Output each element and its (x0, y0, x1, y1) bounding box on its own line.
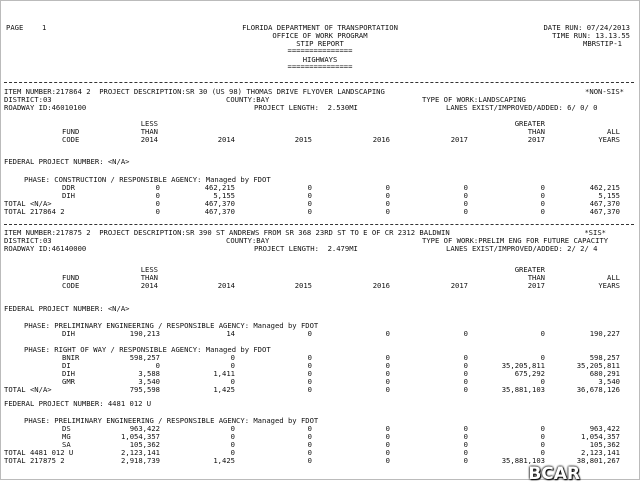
table-cell: 0 (230, 432, 235, 441)
table-cell: 0 (540, 440, 545, 449)
table-cell: 0 (307, 432, 312, 441)
table-cell: 0 (463, 448, 468, 457)
table-cell: 0 (385, 183, 390, 192)
fund-code: DI (62, 361, 71, 370)
table-cell: 0 (385, 377, 390, 386)
all-years-header: ALL (607, 127, 620, 136)
table-cell: 1,411 (213, 369, 235, 378)
roadway-id: ROADWAY ID:46010100 (4, 103, 87, 112)
section-title: HIGHWAYS (302, 55, 338, 64)
total-label: TOTAL <N/A> (4, 385, 52, 394)
fund-code: GMR (62, 377, 75, 386)
greater-than-header: THAN (527, 127, 545, 136)
county: COUNTY:BAY (226, 95, 270, 104)
table-cell: 1,425 (213, 385, 235, 394)
fund-code: DS (62, 424, 71, 433)
table-cell: 0 (307, 207, 312, 216)
table-cell: 0 (463, 432, 468, 441)
table-cell: 35,205,811 (501, 361, 545, 370)
table-cell: 3,588 (138, 369, 160, 378)
table-cell: 0 (463, 456, 468, 465)
fund-code: DIH (62, 369, 75, 378)
title-rule-top: =============== (287, 46, 353, 55)
sis-flag: *NON-SIS* (585, 87, 624, 96)
phase-line: PHASE: CONSTRUCTION / RESPONSIBLE AGENCY: Managed by FDOT (24, 175, 271, 184)
federal-project-number: FEDERAL PROJECT NUMBER: 4481 012 U (4, 399, 152, 408)
table-cell: 0 (307, 448, 312, 457)
table-cell: 0 (385, 440, 390, 449)
table-cell: 0 (463, 329, 468, 338)
fund-code-header: FUND (62, 273, 80, 282)
table-cell: 1,054,357 (121, 432, 160, 441)
year-header: 2015 (294, 135, 312, 144)
table-cell: 0 (155, 207, 160, 216)
fund-code: BNIR (62, 353, 80, 362)
table-cell: 0 (307, 369, 312, 378)
watermark-logo: BCAR (528, 464, 580, 484)
table-cell: 0 (307, 385, 312, 394)
section-divider (4, 82, 634, 83)
section-divider (4, 224, 634, 225)
fund-code: SA (62, 440, 71, 449)
fund-code-header: FUND (62, 127, 80, 136)
fund-code: DIH (62, 191, 75, 200)
table-cell: 0 (230, 361, 235, 370)
table-cell: 0 (307, 183, 312, 192)
table-cell: 0 (463, 183, 468, 192)
table-cell: 0 (230, 440, 235, 449)
table-cell: 35,881,103 (501, 456, 545, 465)
phase-line: PHASE: PRELIMINARY ENGINEERING / RESPONSIBLE AGENCY: Managed by FDOT (24, 416, 319, 425)
table-cell: 190,227 (589, 329, 620, 338)
all-years-header: YEARS (598, 135, 620, 144)
table-cell: 0 (385, 385, 390, 394)
table-cell: 0 (230, 424, 235, 433)
table-cell: 38,801,267 (576, 456, 620, 465)
phase-line: PHASE: RIGHT OF WAY / RESPONSIBLE AGENCY: Managed by FDOT (24, 345, 271, 354)
table-cell: 963,422 (589, 424, 620, 433)
lanes: LANES EXIST/IMPROVED/ADDED: 2/ 2/ 4 (446, 244, 598, 253)
fund-code: MG (62, 432, 71, 441)
table-cell: 0 (155, 183, 160, 192)
table-cell: 0 (307, 361, 312, 370)
table-cell: 0 (230, 377, 235, 386)
greater-than-header: THAN (527, 273, 545, 282)
table-cell: 36,678,126 (576, 385, 620, 394)
district: DISTRICT:03 (4, 236, 52, 245)
time-run: TIME RUN: 13.13.55 (552, 31, 630, 40)
all-years-header: YEARS (598, 281, 620, 290)
federal-project-number: FEDERAL PROJECT NUMBER: <N/A> (4, 157, 130, 166)
table-cell: 1,054,357 (581, 432, 620, 441)
table-cell: 0 (540, 183, 545, 192)
table-cell: 0 (307, 377, 312, 386)
less-than-header: LESS (140, 119, 158, 128)
all-years-header: ALL (607, 273, 620, 282)
item-line: ITEM NUMBER:217864 2 PROJECT DESCRIPTION:SR 30 (US 98) THOMAS DRIVE FLYOVER LANDSCAPING (4, 87, 385, 96)
table-cell: 598,257 (129, 353, 160, 362)
table-cell: 190,213 (129, 329, 160, 338)
less-than-header: THAN (140, 273, 158, 282)
table-cell: 598,257 (589, 353, 620, 362)
county: COUNTY:BAY (226, 236, 270, 245)
table-cell: 0 (463, 191, 468, 200)
table-cell: 0 (463, 377, 468, 386)
table-cell: 0 (463, 353, 468, 362)
federal-project-number: FEDERAL PROJECT NUMBER: <N/A> (4, 304, 130, 313)
table-cell: 0 (385, 369, 390, 378)
total-label: TOTAL 217864 2 (4, 207, 65, 216)
table-cell: 1,425 (213, 456, 235, 465)
project-length: PROJECT LENGTH: 2.479MI (254, 244, 358, 253)
table-cell: 0 (540, 191, 545, 200)
table-cell: 0 (463, 385, 468, 394)
table-cell: 0 (540, 432, 545, 441)
table-cell: 0 (155, 191, 160, 200)
greater-than-header: GREATER (514, 265, 545, 274)
table-cell: 0 (230, 353, 235, 362)
fund-code: DDR (62, 183, 75, 192)
page-label: PAGE (6, 23, 24, 32)
table-cell: 680,291 (589, 369, 620, 378)
table-cell: 0 (385, 361, 390, 370)
less-than-header: 2014 (140, 135, 158, 144)
table-cell: 0 (540, 329, 545, 338)
table-cell: 2,918,739 (121, 456, 160, 465)
sis-flag: *SIS* (584, 228, 606, 237)
table-cell: 0 (307, 329, 312, 338)
table-cell: 462,215 (589, 183, 620, 192)
table-cell: 105,362 (129, 440, 160, 449)
table-cell: 963,422 (129, 424, 160, 433)
table-cell: 0 (540, 448, 545, 457)
table-cell: 5,155 (598, 191, 620, 200)
year-header: 2017 (450, 135, 468, 144)
total-label: TOTAL <N/A> (4, 199, 52, 208)
type-of-work: TYPE OF WORK:PRELIM ENG FOR FUTURE CAPACITY (422, 236, 609, 245)
table-cell: 2,123,141 (581, 448, 620, 457)
roadway-id: ROADWAY ID:46140000 (4, 244, 87, 253)
table-cell: 0 (463, 440, 468, 449)
table-cell: 0 (463, 361, 468, 370)
table-cell: 0 (307, 440, 312, 449)
table-cell: 0 (155, 199, 160, 208)
fund-code-header: CODE (62, 135, 80, 144)
table-cell: 467,370 (204, 199, 235, 208)
table-cell: 467,370 (204, 207, 235, 216)
year-header: 2014 (217, 135, 235, 144)
table-cell: 467,370 (589, 207, 620, 216)
table-cell: 0 (463, 207, 468, 216)
table-cell: 35,881,103 (501, 385, 545, 394)
table-cell: 0 (155, 361, 160, 370)
table-cell: 0 (385, 199, 390, 208)
table-cell: 105,362 (589, 440, 620, 449)
year-header: 2015 (294, 281, 312, 290)
greater-than-header: GREATER (514, 119, 545, 128)
table-cell: 0 (385, 424, 390, 433)
table-cell: 2,123,141 (121, 448, 160, 457)
table-cell: 5,155 (213, 191, 235, 200)
table-cell: 3,540 (138, 377, 160, 386)
less-than-header: THAN (140, 127, 158, 136)
phase-line: PHASE: PRELIMINARY ENGINEERING / RESPONSIBLE AGENCY: Managed by FDOT (24, 321, 319, 330)
table-cell: 0 (307, 191, 312, 200)
year-header: 2014 (217, 281, 235, 290)
table-cell: 0 (540, 424, 545, 433)
table-cell: 0 (540, 199, 545, 208)
fund-code-header: CODE (62, 281, 80, 290)
table-cell: 0 (307, 199, 312, 208)
table-cell: 14 (226, 329, 235, 338)
table-cell: 467,370 (589, 199, 620, 208)
table-cell: 462,215 (204, 183, 235, 192)
date-run: DATE RUN: 07/24/2013 (543, 23, 630, 32)
table-cell: 0 (307, 353, 312, 362)
less-than-header: LESS (140, 265, 158, 274)
fund-code: DIH (62, 329, 75, 338)
year-header: 2017 (450, 281, 468, 290)
greater-than-header: 2017 (527, 281, 545, 290)
table-cell: 0 (230, 448, 235, 457)
table-cell: 0 (385, 448, 390, 457)
type-of-work: TYPE OF WORK:LANDSCAPING (422, 95, 526, 104)
table-cell: 3,540 (598, 377, 620, 386)
table-cell: 0 (385, 432, 390, 441)
table-cell: 0 (385, 456, 390, 465)
table-cell: 675,292 (514, 369, 545, 378)
less-than-header: 2014 (140, 281, 158, 290)
table-cell: 0 (385, 207, 390, 216)
greater-than-header: 2017 (527, 135, 545, 144)
table-cell: 0 (463, 369, 468, 378)
item-line: ITEM NUMBER:217875 2 PROJECT DESCRIPTION:SR 390 ST ANDREWS FROM SR 368 23RD ST TO E OF CR 2312 BALDWIN (4, 228, 450, 237)
table-cell: 0 (307, 456, 312, 465)
district: DISTRICT:03 (4, 95, 52, 104)
table-cell: 0 (385, 353, 390, 362)
page-number: 1 (42, 23, 47, 32)
table-cell: 0 (385, 191, 390, 200)
report-id: MBRSTIP-1 (583, 39, 622, 48)
office-title: OFFICE OF WORK PROGRAM (272, 31, 368, 40)
table-cell: 0 (540, 377, 545, 386)
year-header: 2016 (372, 281, 390, 290)
table-cell: 35,205,811 (576, 361, 620, 370)
table-cell: 0 (385, 329, 390, 338)
table-cell: 0 (307, 424, 312, 433)
total-label: TOTAL 4481 012 U (4, 448, 74, 457)
lanes: LANES EXIST/IMPROVED/ADDED: 6/ 0/ 0 (446, 103, 598, 112)
report-title: STIP REPORT (296, 39, 344, 48)
total-label: TOTAL 217875 2 (4, 456, 65, 465)
title-rule-bottom: =============== (287, 62, 353, 71)
project-length: PROJECT LENGTH: 2.530MI (254, 103, 358, 112)
year-header: 2016 (372, 135, 390, 144)
table-cell: 0 (540, 353, 545, 362)
table-cell: 0 (463, 199, 468, 208)
table-cell: 0 (463, 424, 468, 433)
department-title: FLORIDA DEPARTMENT OF TRANSPORTATION (242, 23, 398, 32)
table-cell: 0 (540, 207, 545, 216)
table-cell: 795,598 (129, 385, 160, 394)
